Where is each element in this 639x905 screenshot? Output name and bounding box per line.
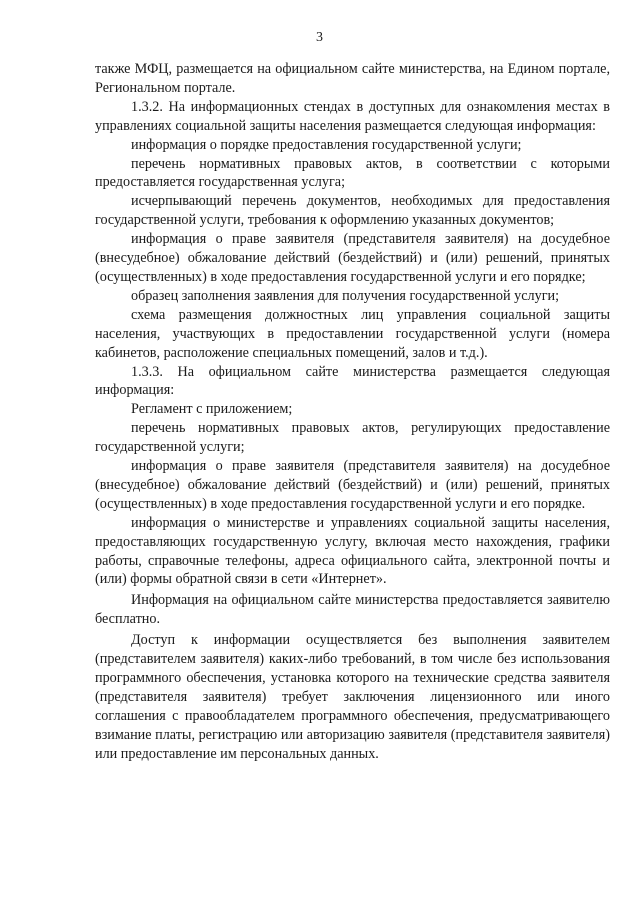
page-number: 3: [316, 30, 323, 45]
list-item-documents: исчерпывающий перечень документов, необходимых для предоставления государственной услуги, требования к оформлению указанных документов;: [95, 193, 610, 229]
list-item-regulation: Регламент с приложением;: [131, 401, 293, 418]
paragraph-1-3-3: 1.3.3. На официальном сайте министерства размещается следующая информация:: [95, 363, 610, 399]
paragraph-free-info: Информация на официальном сайте министерства предоставляется заявителю бесплатно.: [95, 592, 610, 628]
list-item-application-sample: образец заполнения заявления для получения государственной услуги;: [131, 287, 560, 304]
paragraph-continuation: также МФЦ, размещается на официальном сайте министерства, на Едином порталe, Региональном портале.: [95, 61, 610, 96]
paragraph-access: Доступ к информации осуществляется без выполнения заявителем (представителем заявителя) каких-либо требований, в том числе без использования программного обеспечения, установка которого на технические средства заявителя (представителя заявителя) требует заключения лицензионного или иного соглашения с правообладателем программного обеспечения, предусматривающего взимание платы, регистрацию или авторизацию заявителя (представителя заявителя) или предоставление им персональных данных.: [95, 632, 610, 762]
list-item-procedure-info: информация о порядке предоставления государственной услуги;: [131, 136, 522, 153]
list-item-appeal-rights: информация о праве заявителя (представителя заявителя) на досудебное (внесудебное) обжалование действий (бездействий) и (или) решений, принятых (осуществленных) в ходе предоставления государственной услуги и его порядке;: [95, 231, 610, 285]
list-item-staff-layout: схема размещения должностных лиц управления социальной защиты населения, участвующих в предоставлении государственной услуги (номера кабинетов, расположение специальных помещений, залов и т.д.).: [95, 306, 610, 361]
list-item-appeal-rights-site: информация о праве заявителя (представителя заявителя) на досудебное (внесудебное) обжалование действий (бездействий) и (или) решений, принятых (осуществленных) в ходе предоставления государственной услуги и его порядке.: [95, 458, 610, 512]
document-body: [95, 60, 610, 764]
paragraph-1-3-2: 1.3.2. На информационных стендах в доступных для ознакомления местах в управлениях социальной защиты населения размещается следующая информация:: [95, 98, 610, 134]
list-item-regulating-acts: перечень нормативных правовых актов, регулирующих предоставление государственной услуги;: [95, 420, 610, 456]
list-item-legal-acts: перечень нормативных правовых актов, в соответствии с которыми предоставляется государственная услуга;: [95, 155, 610, 191]
list-item-ministry-info: информация о министерстве и управлениях социальной защиты населения, предоставляющих государственную услугу, включая место нахождения, графики работы, справочные телефоны, адреса официального сайта, электронной почты и (или) формы обратной связи в сети «Интернет».: [95, 514, 610, 588]
